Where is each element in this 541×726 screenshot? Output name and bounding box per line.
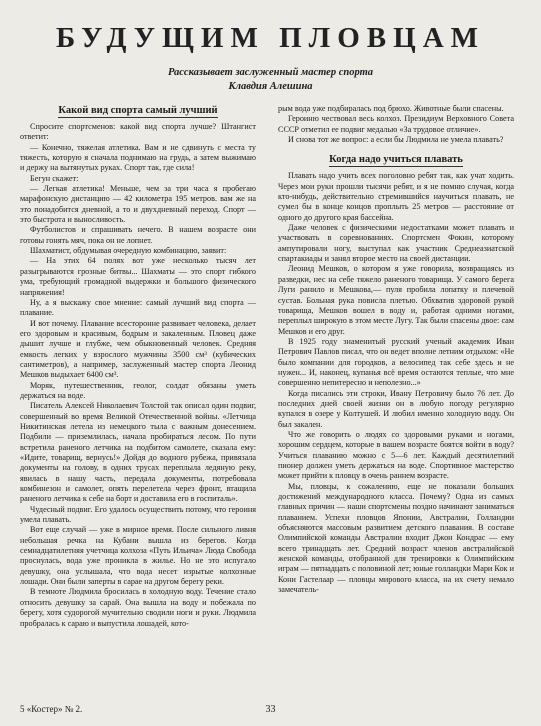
byline-line-1: Рассказывает заслуженный мастер спорта (168, 67, 373, 78)
byline (0, 66, 541, 94)
paragraph: Спросите спортсменов: какой вид спорта лучше? Штангист ответит: (20, 122, 256, 142)
paragraph: Футболистов и спрашивать нечего. В нашем возрасте они готовы гонять мяч, пока он не лопнет. (20, 225, 256, 245)
paragraph: Мы, пловцы, к сожалению, еще не показали больших достижений международного класса. Почему? Одна из самых главных причин — наши спортсмены поздно начинают заниматься плаванием. Успехи пловцов Японии, Австралии, Голландии объясняются массовым развитием детского плавания. В составе Олимпийской команды Австралии входит Джон Кондрас — ему всего тринадцать лет. Средний возраст членов австралийской женской команды, отобранной для тренировки к Олимпийским играм — пятнадцать с половиной лет; юные голландки Мари Кок и Кони Гастелаар — пловцы мирового класса, на их счету немало замечатель- (278, 481, 514, 595)
left-column-body (20, 122, 256, 629)
byline-author: Клавдия Алешина (228, 81, 313, 92)
paragraph: Вот еще случай — уже в мирное время. После сильного ливня небольшая речка на Кубани вышла из берегов. Когда семнадцатилетняя учетчица колхоза «Путь Ильича» Люда Свобода проснулась, вода уже проникла в жилье. Но не это испугало девушку, она услышала, что вода несет изрытые колхозные лошади. Они были заперты в сарае на другом берегу реки. (20, 525, 256, 587)
left-column (20, 104, 256, 694)
paragraph: — На этих 64 полях вот уже несколько тысяч лет разыгрываются грозные битвы... Шахматы — это спорт гибкого ума, требующий громадной выдержки и большого физического напряжения! (20, 256, 256, 297)
page-title: БУДУЩИМ ПЛОВЦАМ (55, 22, 486, 54)
paragraph: — Конечно, тяжелая атлетика. Вам и не сдвинуть с места ту тяжесть, которую я сначала поднимаю на грудь, а затем выжимаю и держу на вытянутых руках. Спорт так, где сила! (20, 142, 256, 173)
paragraph: Леонид Мешков, о котором я уже говорила, возвращаясь из разведки, нес на себе тяжело раненого товарища. У самого берега Луги ранило и Мешкова,— пуля пробила лопатку и плечевой сустав. Больная рука повисла плетью. Обхватив здоровой рукой товарища, Мешков вошел в воду и, работая одними ногами, переплыл широкую в этом месте Лугу. Так были спасены двое: сам Мешков и его друг. (278, 264, 514, 336)
right-column (278, 104, 514, 694)
paragraph: — Легкая атлетика! Меньше, чем за три часа я пробегаю марафонскую дистанцию — 42 километра 195 метров. вам же на это понадобится дневной, а то и двухдневный переход. Спорт — это быстрота и выносливость. (20, 184, 256, 225)
paragraph: Что же говорить о людях со здоровыми руками и ногами, хорошим сердцем, которые в вашем возрасте боятся войти в воду? Учиться плаванию можно с 5—6 лет. Каждый десятилетний пионер должен уметь держаться на воде. Спортивное мастерство может прийти к пловцу в очень раннем возрасте. (278, 429, 514, 481)
paragraph: И снова тот же вопрос: а если бы Людмила не умела плавать? (288, 135, 504, 145)
paragraph: Даже человек с физическими недостатками может плавать и участвовать в соревнованиях. Спортсмен Фокин, которому ампутировали ногу, выступал как участник Среднеазиатской спартакиады и занял второе место на своей дистанции. (278, 223, 514, 264)
paragraph: В 1925 году знаменитый русский ученый академик Иван Петрович Павлов писал, что он ведет вполне летним отдыхом: «Не было компании для городков, а велосипед так себе здесь и не нужен... И, наконец, купанья всё время остаются теплые, что мне совершенно непитересно и неполезно...» (278, 336, 514, 388)
paragraph: Шахматист, обдумывая очередную комбинацию, заявит: (30, 246, 227, 256)
footer-issue: 5 «Костер» № 2. (20, 704, 83, 714)
right-column-continuation (278, 104, 514, 145)
page-number: 33 (265, 704, 276, 715)
paragraph: Плавать надо учить всех поголовно ребят так, как учат ходить. Через мои руки прошли тысячи ребят, и я не помню случая, когда кто-нибудь, действительно стремившийся научиться плавать, не сумел бы в конце концов проплыть 25 метров — расстояние от одного до другого края бассейна. (278, 171, 514, 222)
paragraph: Когда писались эти строки, Ивану Петровичу было 76 лет. До последних дней своей жизни он в любую погоду регулярно купался в озере у Колтушей. И любил именно холодную воду. Он был закален. (278, 388, 514, 429)
section-heading-when-to-learn: Когда надо учиться плавать (329, 154, 463, 166)
paragraph: рым вода уже подбиралась под брюхо. Животные были спасены. (278, 104, 504, 113)
paragraph: Моряк, путешественник, геолог, солдат обязаны уметь держаться на воде. (20, 380, 256, 400)
paragraph: Ну, а я выскажу свое мнение: самый лучший вид спорта — плавание. (20, 297, 256, 318)
paragraph: И вот почему. Плавание всесторонне развивает человека, делает его здоровым и красивым, бодрым и закаленным. Пловец даже дышит лучше и глубже, чем обыкновенный человек. Средняя емкость легких у взрослого мужчины 3500 см³ (кубических сантиметров), а например, заслуженный мастер спорта Леонид Мешков выдыхает 6400 см³. (20, 318, 256, 380)
paragraph: В темноте Людмила бросилась в холодную воду. Течение стало относить девушку за сарай. Она вышла на воду и побежала по берегу, хотя судорогой мучительно сводили ноги и руки. Людмила пробралась к сараю и выпустила лошадей, кото- (20, 587, 256, 628)
paragraph: Писатель Алексей Николаевич Толстой так описал один подвиг, совершенный во время Великой Отечественной войны. «Летчица Никитинская летела из немецкого тыла с важным донесением. Подбили — приземлилась, начала пробираться лесом. По пути встретила раненого летчика на подбитом самолете, сказала ему: «Идите, товарищ, вернусь!» Дойдя до водного рубежа, привязала документы на голову, в одних трусах переплыла ледяную реку, явилась в нашу часть, передала документы, потребовала комбинезон и самолет, опять перелетела через фронт, втащила раненого летчика к себе на борт и доставила его в госпиталь». (20, 401, 256, 504)
paragraph: Героиню чествовал весь колхоз. Президиум Верховного Совета СССР отметил ее подвиг медалью «За трудовое отличие». (278, 114, 514, 134)
right-column-body (278, 171, 514, 595)
paragraph: Чудесный подвиг. Его удалось осуществить потому, что героиня умела плавать. (20, 504, 256, 525)
paragraph: Бегун скажет: (30, 173, 79, 183)
section-heading-best-sport: Какой вид спорта самый лучший (58, 105, 218, 116)
